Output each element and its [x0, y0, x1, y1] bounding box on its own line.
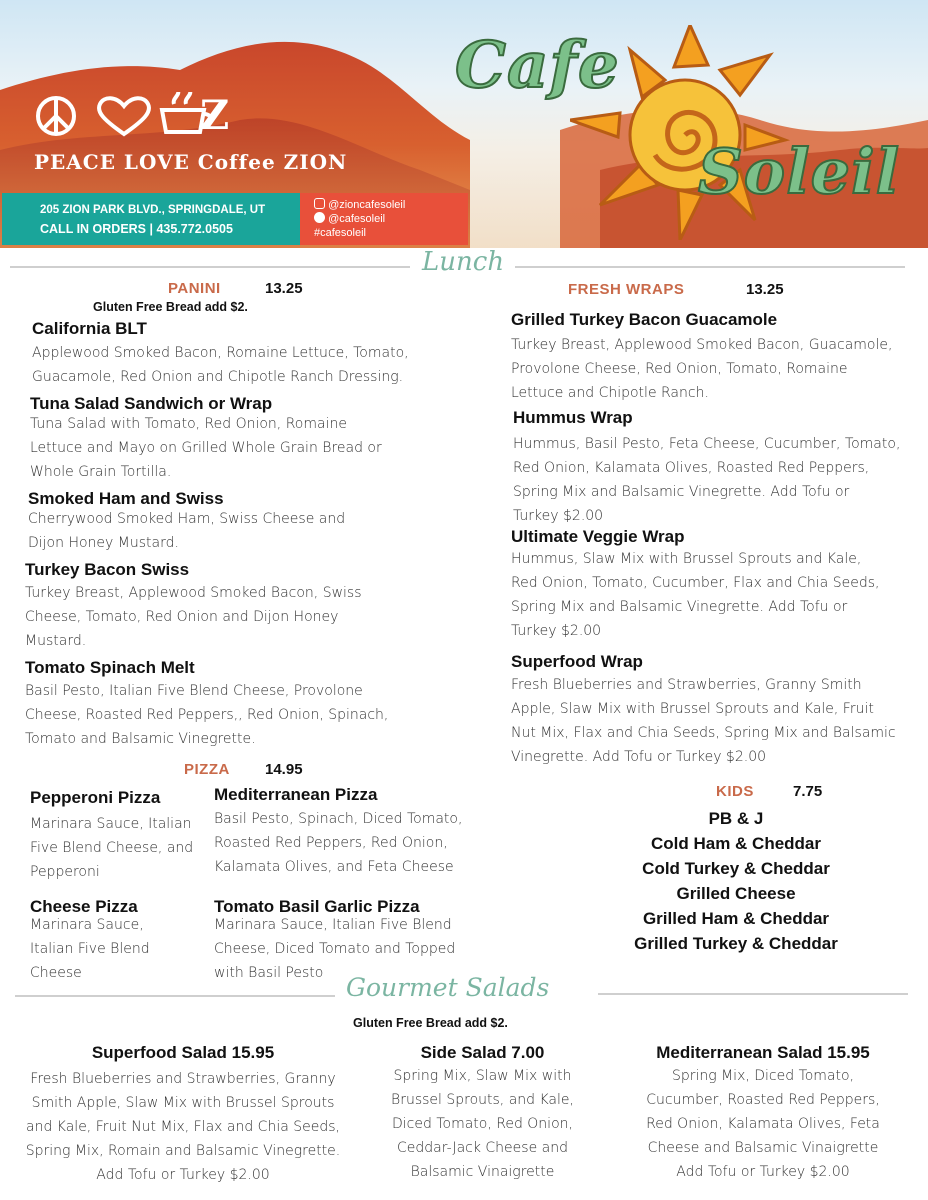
lunch-divider-right — [515, 266, 905, 268]
desc-line: Fresh Blueberries and Strawberries, Granny — [30, 1071, 336, 1087]
desc-line: Turkey Breast, Applewood Smoked Bacon, Guacamole, — [511, 337, 893, 353]
lunch-title: Lunch — [422, 247, 505, 277]
item-desc — [375, 1064, 590, 1184]
desc-line: Turkey Breast, Applewood Smoked Bacon, Swiss — [25, 585, 362, 601]
facebook-icon — [314, 212, 325, 223]
desc-line: Pepperoni — [30, 864, 100, 880]
kids-item: Grilled Ham & Cheddar — [642, 909, 830, 928]
desc-line: Italian Five Blend — [30, 941, 150, 957]
item-desc — [30, 412, 460, 484]
salad-item-1 — [18, 1043, 348, 1187]
desc-line: Marinara Sauce, — [30, 917, 144, 933]
item-desc — [214, 807, 484, 879]
phone-text: CALL IN ORDERS | 435.772.0505 — [40, 222, 233, 236]
item-desc — [25, 679, 465, 751]
pizza-heading: PIZZA — [184, 761, 230, 778]
desc-line: Red Onion, Kalamata Olives, Roasted Red Peppers, — [513, 460, 870, 476]
desc-line: Ceddar-Jack Cheese and — [397, 1140, 568, 1156]
social-bar — [300, 193, 468, 245]
desc-line: Red Onion, Tomato, Cucumber, Flax and Chia Seeds, — [511, 575, 880, 591]
pizza-price: 14.95 — [265, 761, 303, 778]
wrap-item-2 — [513, 408, 923, 528]
desc-line: Red Onion, Kalamata Olives, Feta — [646, 1116, 880, 1132]
desc-line: Hummus, Slaw Mix with Brussel Sprouts and Kale, — [511, 551, 862, 567]
panini-item-3 — [28, 489, 458, 555]
desc-line: Tomato and Balsamic Vinegrette. — [25, 731, 256, 747]
item-name: Side Salad 7.00 — [420, 1043, 545, 1062]
desc-line: and Kale, Fruit Nut Mix, Flax and Chia Seeds, — [26, 1119, 340, 1135]
kids-price: 7.75 — [793, 783, 823, 800]
kids-item: Grilled Cheese — [676, 884, 796, 903]
wraps-heading: FRESH WRAPS — [568, 281, 685, 298]
peace-icon — [38, 98, 74, 134]
item-name: Tuna Salad Sandwich or Wrap — [30, 394, 273, 413]
desc-line: Applewood Smoked Bacon, Romaine Lettuce, Tomato, — [32, 345, 409, 361]
wrap-item-4 — [511, 652, 921, 769]
item-name: Tomato Spinach Melt — [25, 658, 195, 677]
desc-line: Roasted Red Peppers, Red Onion, — [214, 835, 448, 851]
kids-item: PB & J — [708, 809, 764, 828]
item-desc — [18, 1067, 348, 1187]
desc-line: Turkey $2.00 — [513, 508, 604, 524]
item-desc — [30, 913, 215, 985]
panini-note: Gluten Free Bread add $2. — [93, 300, 248, 314]
facebook-text: @cafesoleil — [328, 213, 386, 225]
item-desc — [32, 341, 462, 389]
salads-divider-left — [15, 995, 335, 997]
item-name: Cheese Pizza — [30, 897, 138, 916]
desc-line: Dijon Honey Mustard. — [28, 535, 179, 551]
desc-line: Five Blend Cheese, and — [30, 840, 194, 856]
desc-line: Fresh Blueberries and Strawberries, Granny Smith — [511, 677, 862, 693]
desc-line: Smith Apple, Slaw Mix with Brussel Sprouts — [31, 1095, 335, 1111]
item-desc — [511, 547, 921, 643]
desc-line: Spring Mix, Romain and Balsamic Vinegrette. — [25, 1143, 341, 1159]
item-name: Ultimate Veggie Wrap — [511, 527, 685, 546]
wrap-item-3 — [511, 527, 921, 643]
desc-line: Spring Mix, Diced Tomato, — [671, 1068, 855, 1084]
desc-line: Cheese — [30, 965, 82, 981]
desc-line: Balsamic Vinaigrette — [410, 1164, 555, 1180]
address-bar — [2, 193, 300, 245]
wraps-price: 13.25 — [746, 281, 784, 298]
desc-line: Whole Grain Tortilla. — [30, 464, 172, 480]
item-name: California BLT — [32, 319, 147, 338]
desc-line: Tuna Salad with Tomato, Red Onion, Romaine — [30, 416, 347, 432]
lunch-divider-left — [10, 266, 410, 268]
desc-line: Add Tofu or Turkey $2.00 — [676, 1164, 850, 1180]
kids-item: Cold Turkey & Cheddar — [642, 859, 830, 878]
pizza-item-4 — [214, 897, 484, 985]
logo-word-cafe: Cafe — [455, 28, 620, 103]
desc-line: Cheese and Balsamic Vinaigrette — [647, 1140, 879, 1156]
item-name: Smoked Ham and Swiss — [28, 489, 224, 508]
desc-line: Basil Pesto, Italian Five Blend Cheese, Provolone — [25, 683, 363, 699]
item-desc — [511, 673, 921, 769]
instagram-handle[interactable] — [314, 198, 468, 212]
desc-line: Turkey $2.00 — [511, 623, 602, 639]
kids-item: Cold Ham & Cheddar — [650, 834, 822, 853]
desc-line: Apple, Slaw Mix with Brussel Sprouts and Kale, Fruit — [511, 701, 874, 717]
salads-note: Gluten Free Bread add $2. — [353, 1016, 508, 1030]
panini-price: 13.25 — [265, 280, 303, 297]
desc-line: Vinegrette. Add Tofu or Turkey $2.00 — [511, 749, 767, 765]
desc-line: Nut Mix, Flax and Chia Seeds, Spring Mix and Balsamic — [511, 725, 896, 741]
desc-line: Spring Mix, Slaw Mix with — [393, 1068, 572, 1084]
panini-item-5 — [25, 658, 465, 751]
heart-icon — [99, 98, 149, 134]
kids-heading: KIDS — [716, 783, 754, 800]
facebook-handle[interactable] — [314, 212, 468, 226]
desc-line: Marinara Sauce, Italian — [30, 816, 192, 832]
item-name: Turkey Bacon Swiss — [25, 560, 190, 579]
kids-item: Grilled Turkey & Cheddar — [634, 934, 838, 953]
item-desc — [511, 333, 921, 405]
desc-line: Kalamata Olives, and Feta Cheese — [214, 859, 454, 875]
desc-line: Cheese, Roasted Red Peppers,, Red Onion, Spinach, — [25, 707, 389, 723]
pizza-item-3 — [30, 897, 215, 985]
desc-line: Provolone Cheese, Red Onion, Tomato, Romaine — [511, 361, 848, 377]
instagram-icon — [314, 198, 325, 209]
hashtag-text: #cafesoleil — [314, 227, 366, 239]
desc-line: Cheese, Diced Tomato and Topped — [214, 941, 456, 957]
item-name: Hummus Wrap — [513, 408, 633, 427]
item-name: Mediterranean Salad 15.95 — [656, 1043, 870, 1062]
desc-line: Add Tofu or Turkey $2.00 — [96, 1167, 270, 1183]
item-name: Mediterranean Pizza — [214, 785, 378, 804]
panini-item-4 — [25, 560, 465, 653]
desc-line: Cherrywood Smoked Ham, Swiss Cheese and — [28, 511, 346, 527]
desc-line: Brussel Sprouts, and Kale, — [391, 1092, 574, 1108]
item-name: Pepperoni Pizza — [30, 788, 161, 807]
item-name: Superfood Wrap — [511, 652, 643, 671]
salad-item-3 — [628, 1043, 898, 1184]
z-letter: Z — [200, 92, 231, 139]
item-desc — [28, 507, 458, 555]
pizza-item-1 — [30, 788, 215, 884]
salads-divider-right — [598, 993, 908, 995]
desc-line: Marinara Sauce, Italian Five Blend — [214, 917, 452, 933]
logo-word-soleil: Soleil — [698, 135, 901, 208]
item-desc — [513, 432, 923, 528]
item-name: Grilled Turkey Bacon Guacamole — [511, 310, 778, 329]
desc-line: Cucumber, Roasted Red Peppers, — [646, 1092, 880, 1108]
salads-title: Gourmet Salads — [346, 973, 550, 1002]
desc-line: Hummus, Basil Pesto, Feta Cheese, Cucumber, Tomato, — [513, 436, 901, 452]
panini-heading: PANINI — [168, 280, 221, 297]
desc-line: Lettuce and Chipotle Ranch. — [511, 385, 709, 401]
item-name: Tomato Basil Garlic Pizza — [214, 897, 420, 916]
panini-item-2 — [30, 394, 460, 484]
item-desc — [628, 1064, 898, 1184]
desc-line: Spring Mix and Balsamic Vinegrette. Add Tofu or — [513, 484, 850, 500]
salad-item-2 — [375, 1043, 590, 1184]
desc-line: with Basil Pesto — [214, 965, 324, 981]
address-text: 205 ZION PARK BLVD., SPRINGDALE, UT — [40, 204, 266, 216]
slogan-text: PEACE LOVE Coffee ZION — [34, 150, 348, 174]
pizza-item-2 — [214, 785, 484, 879]
item-desc — [25, 581, 465, 653]
desc-line: Spring Mix and Balsamic Vinegrette. Add Tofu or — [511, 599, 848, 615]
item-desc — [30, 812, 215, 884]
desc-line: Lettuce and Mayo on Grilled Whole Grain Bread or — [30, 440, 382, 456]
desc-line: Diced Tomato, Red Onion, — [392, 1116, 573, 1132]
wrap-item-1 — [511, 310, 921, 405]
desc-line: Cheese, Tomato, Red Onion and Dijon Honey — [25, 609, 339, 625]
panini-item-1 — [32, 319, 462, 389]
kids-list — [586, 806, 886, 956]
desc-line: Basil Pesto, Spinach, Diced Tomato, — [214, 811, 463, 827]
item-name: Superfood Salad 15.95 — [91, 1043, 275, 1062]
desc-line: Guacamole, Red Onion and Chipotle Ranch Dressing. — [32, 369, 404, 385]
desc-line: Mustard. — [25, 633, 87, 649]
instagram-text: @zioncafesoleil — [328, 199, 406, 211]
header-banner — [0, 0, 928, 248]
